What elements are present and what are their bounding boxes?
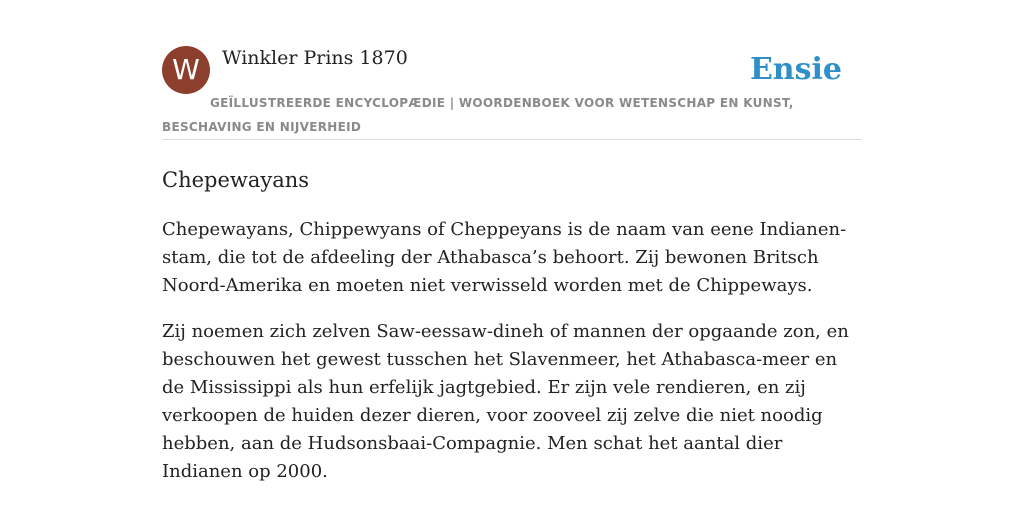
entry-paragraph-2: Zij noemen zich zelven Saw-eessaw-dineh of mannen der opgaande zon, en beschouwen het gewest tusschen het Slavenmeer, het Athabasca-meer en de Mississippi als hun erfelijk jagtgebied. Er zijn vele rendieren, en zij verkoopen de huiden dezer dieren, voor zooveel zij zelve die niet noodig hebben, aan de Hudsonsbaai-Compagnie. Men schat het aantal dier Indianen op 2000. <box>162 321 849 482</box>
entry-title: Chepewayans <box>162 168 310 192</box>
source-header <box>162 46 862 140</box>
source-avatar: W <box>162 46 210 94</box>
source-title[interactable]: Winkler Prins 1870 <box>222 47 408 69</box>
entry-paragraph-1: Chepewayans, Chippewyans of Cheppeyans is de naam van eene Indianen-stam, die tot de afdeeling der Athabasca’s behoort. Zij bewonen Britsch Noord-Amerika en moeten niet verwisseld worden met de Chippeways. <box>162 219 847 296</box>
entry-card <box>162 46 862 486</box>
source-subtitle: GEÏLLUSTREERDE ENCYCLOPÆDIE | WOORDENBOEK VOOR WETENSCHAP EN KUNST, BESCHAVING EN NIJVERHEID <box>162 96 794 134</box>
ensie-logo[interactable]: Ensie <box>749 52 842 87</box>
